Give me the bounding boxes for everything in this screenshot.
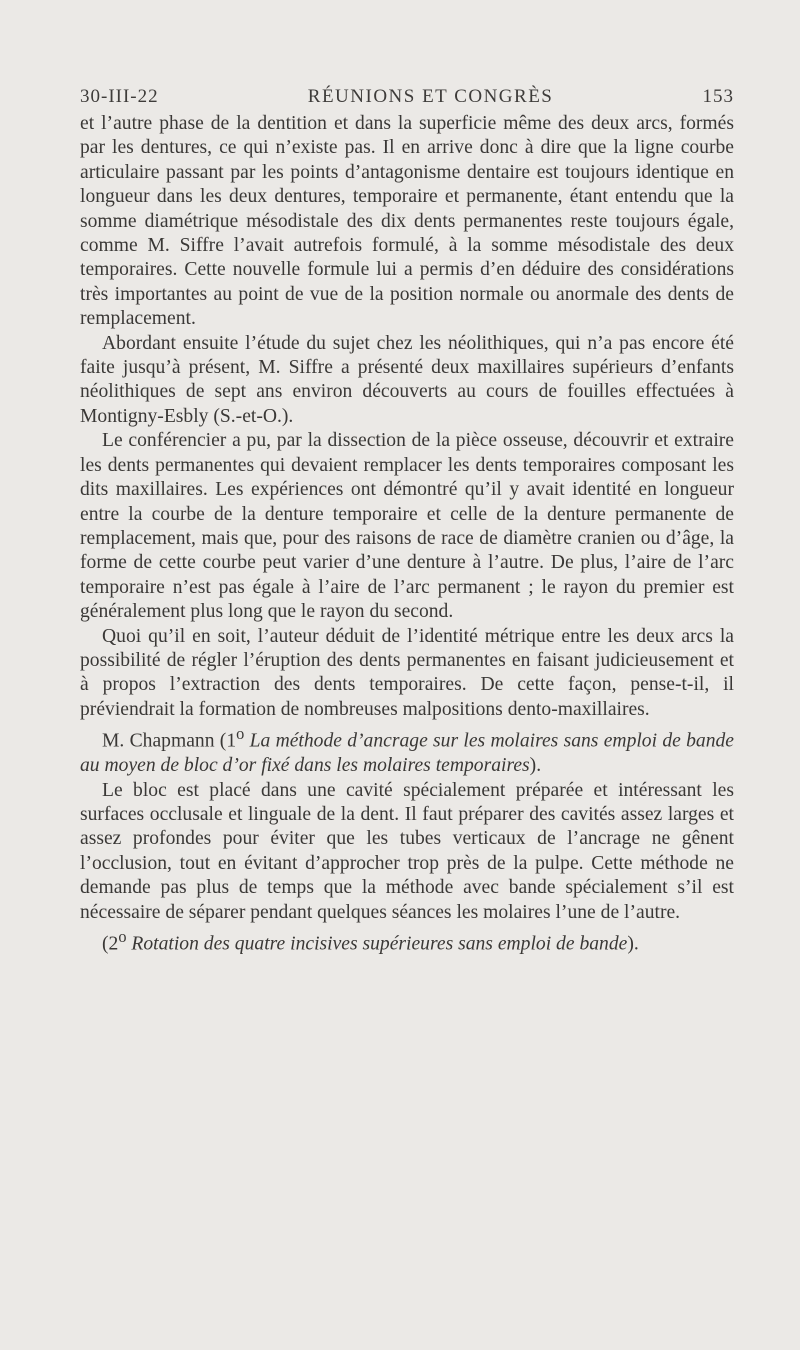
paragraph-5-suffix: ). xyxy=(529,755,542,777)
paragraph-4: Quoi qu’il en soit, l’auteur déduit de l’identité métrique entre les deux arcs la possibilité de régler l’éruption des dents permanentes en faisant judicieusement et à propos l’extraction des dents temporaires. De cette façon, pense-t-il, il préviendrait la formation de nombreuses malpositions dento-maxillaires. xyxy=(80,625,734,720)
header-title: RÉUNIONS ET CONGRÈS xyxy=(307,86,554,107)
article-body xyxy=(80,112,734,957)
paragraph-5-title: La méthode d’ancrage sur les molaires sans emploi de bande au moyen de bloc d’or fixé dans les molaires temporaires xyxy=(80,730,734,777)
paragraph-7-title: Rotation des quatre incisives supérieures sans emploi de bande xyxy=(126,933,628,955)
paragraph-5-ordinal: o xyxy=(236,724,245,744)
paragraph-7-ordinal: o xyxy=(118,926,127,946)
paragraph-7-suffix: ). xyxy=(627,933,639,955)
paragraph-5-prefix: M. Chapmann (1 xyxy=(102,730,237,752)
paragraph-5 xyxy=(80,722,734,778)
paragraph-1: et l’autre phase de la dentition et dans la superficie même des deux arcs, formés par les dentures, ce qui n’existe pas. Il en arrive donc à dire que la ligne courbe articulaire passant par les points d’antagonisme dentaire est toujours identique en longueur dans les deux dentures, temporaire et permanente, étant entendu que la somme diamétrique mésodistale des dix dents permanentes reste toujours égale, comme M. Siffre l’avait autrefois formulé, à la somme mésodistale des deux temporaires. Cette nouvelle formule lui a permis d’en déduire des considérations très importantes au point de vue de la position normale ou anormale des dents de remplacement. xyxy=(80,113,734,330)
paragraph-7 xyxy=(80,925,734,957)
paragraph-6: Le bloc est placé dans une cavité spécialement préparée et intéressant les surfaces occlusale et linguale de la dent. Il faut préparer des cavités assez larges et assez profondes pour éviter que les tubes verticaux de l’ancrage ne gênent l’occlusion, tout en évitant d’approcher trop près de la pulpe. Cette méthode ne demande pas plus de temps que la méthode avec bande spécialement s’il est nécessaire de séparer pendant quelques séances les molaires l’une de l’autre. xyxy=(80,779,734,923)
page-number: 153 xyxy=(702,86,734,107)
paragraph-2: Abordant ensuite l’étude du sujet chez les néolithiques, qui n’a pas encore été faite jusqu’à présent, M. Siffre a présenté deux maxillaires supérieurs d’enfants néolithiques de sept ans environ découverts au cours de fouilles effectuées à Montigny-Esbly (S.-et-O.). xyxy=(80,332,734,427)
page xyxy=(80,86,734,957)
paragraph-3: Le conférencier a pu, par la dissection de la pièce osseuse, découvrir et extraire les dents permanentes qui devaient remplacer les dents temporaires composant les dits maxillaires. Les expériences ont démontré qu’il y avait identité en longueur entre la courbe de la denture temporaire et celle de la denture permanente de remplacement, mais que, pour des raisons de race de diamètre cranien ou d’âge, la forme de cette courbe peut varier d’une denture à l’autre. De plus, l’aire de l’arc temporaire n’est pas égale à l’aire de l’arc permanent ; le rayon du premier est généralement plus long que le rayon du second. xyxy=(80,430,734,623)
header-date: 30-III-22 xyxy=(80,86,159,107)
paragraph-7-prefix: (2 xyxy=(102,933,119,955)
running-header xyxy=(80,86,734,108)
